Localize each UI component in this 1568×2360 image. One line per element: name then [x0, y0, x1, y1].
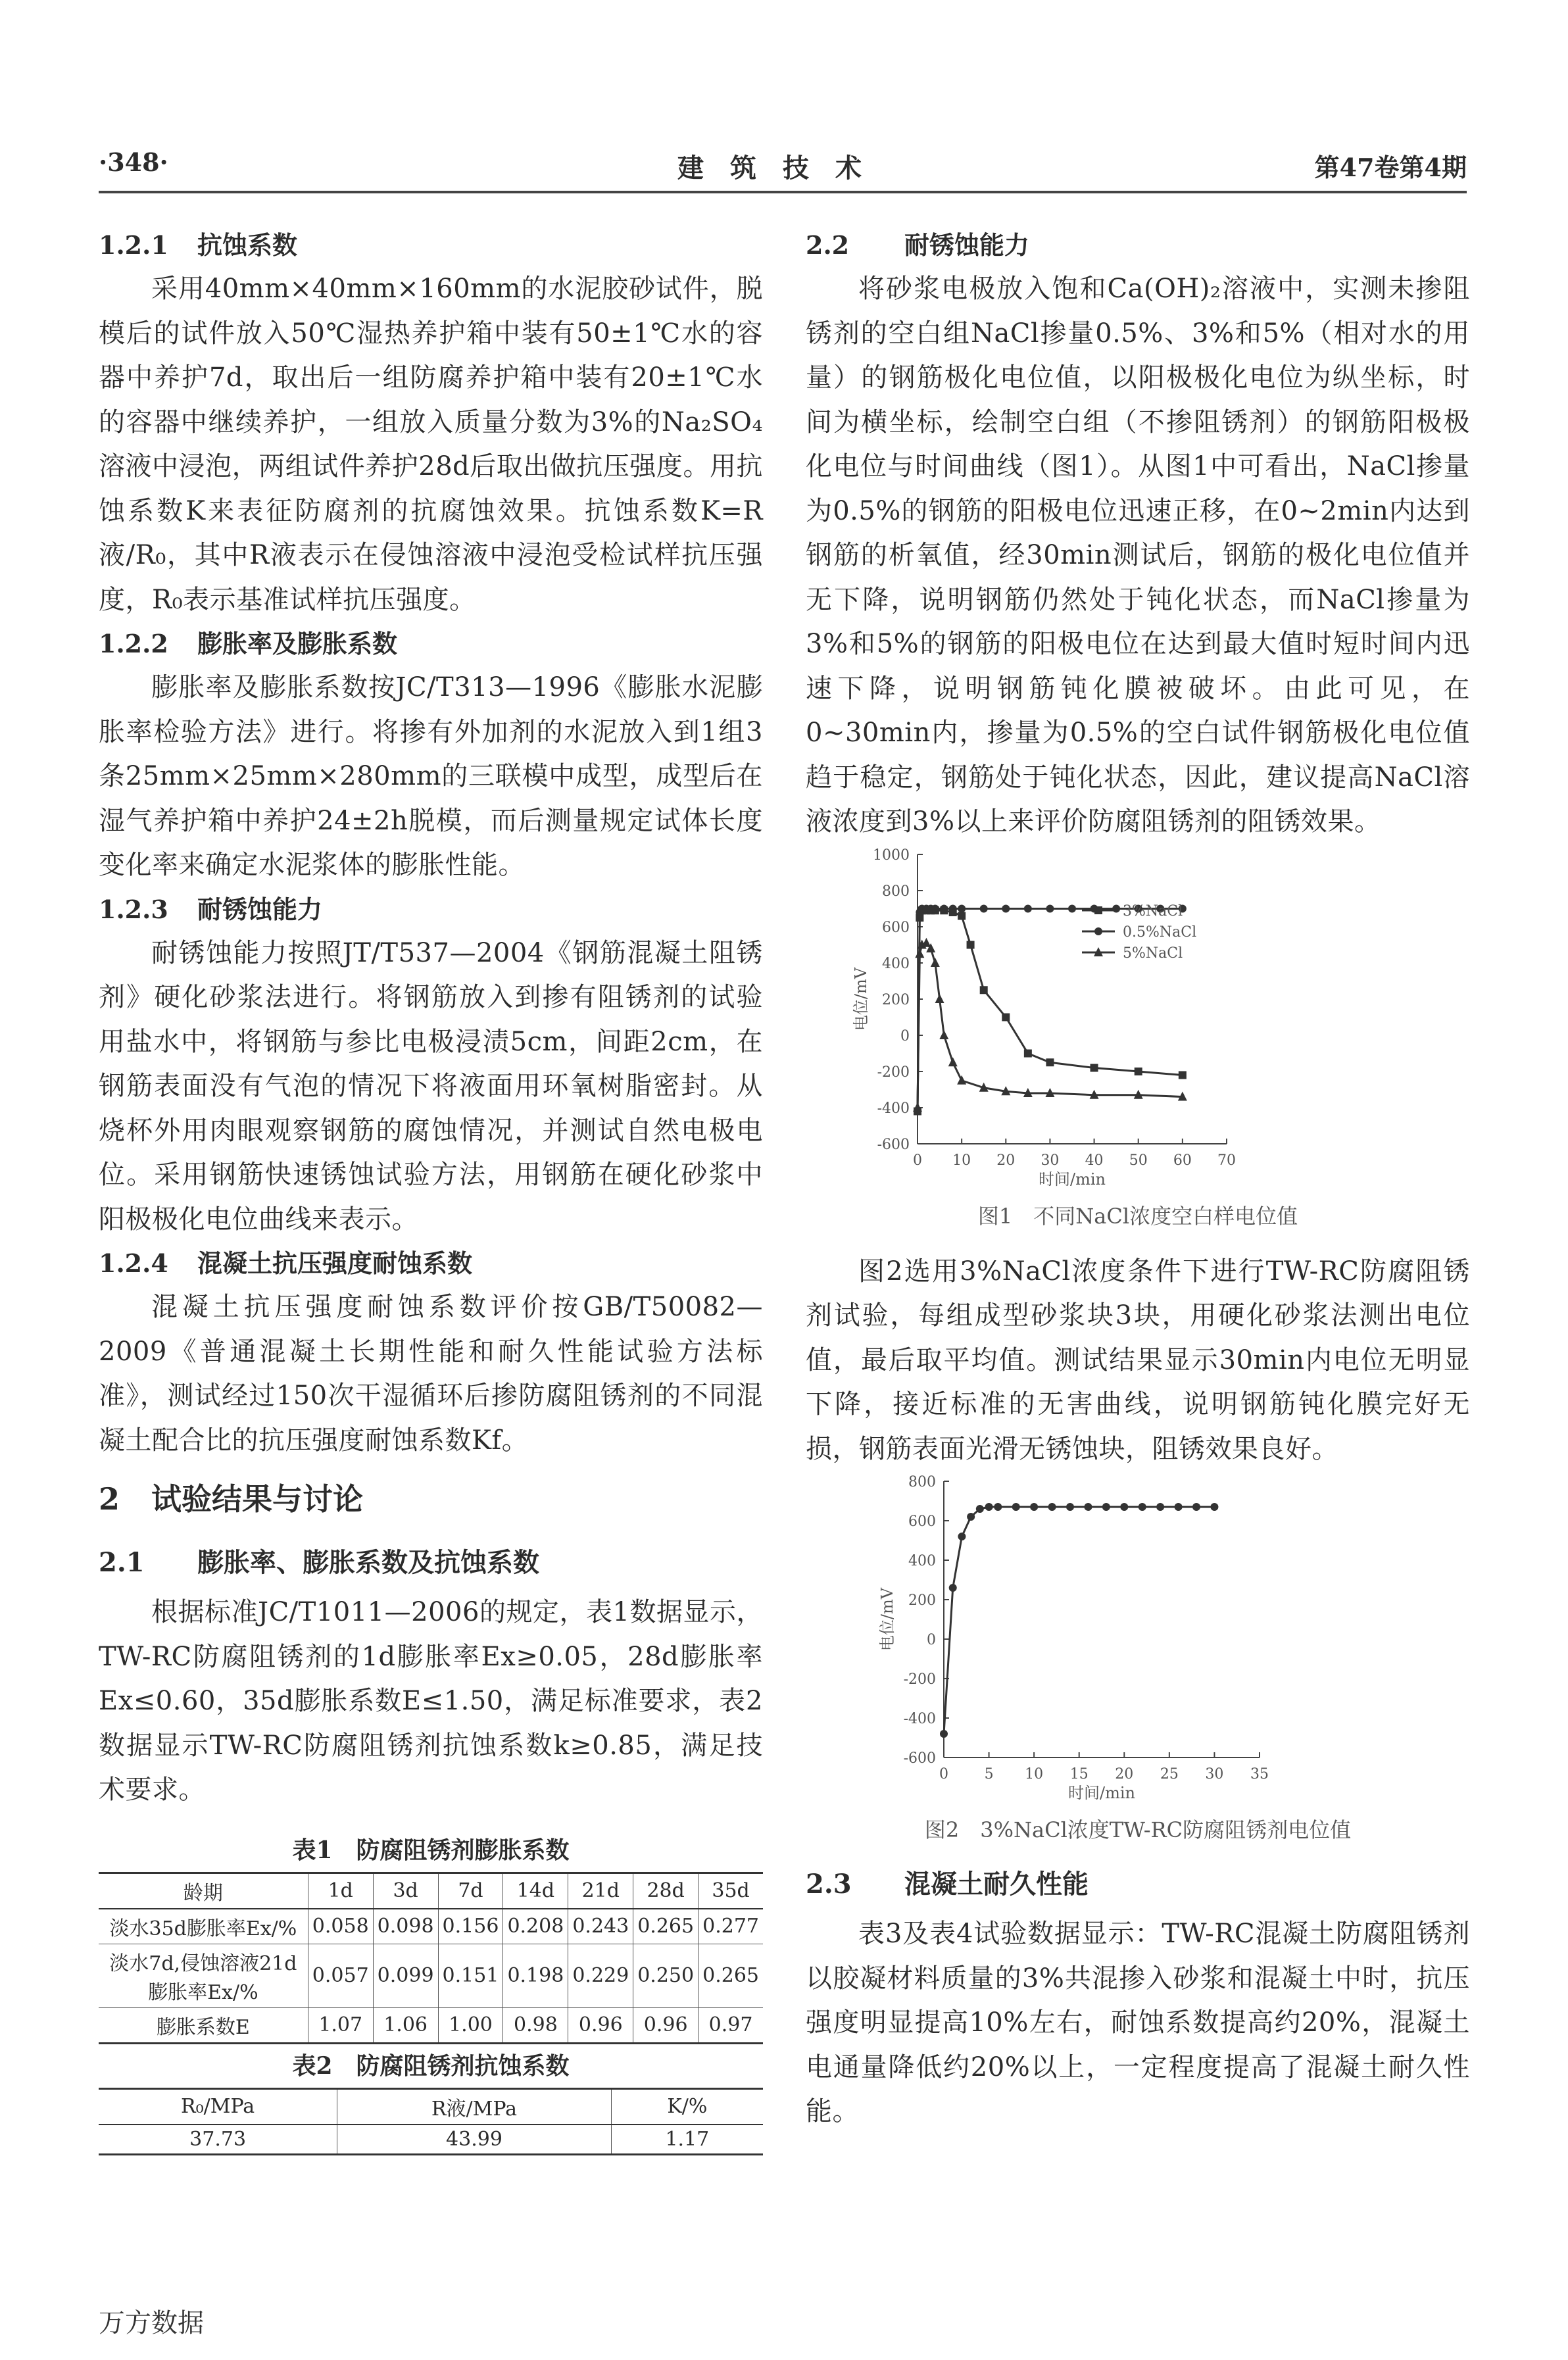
section-2-1: [99, 1535, 763, 1590]
paragraph: 采用40mm×40mm×160mm的水泥胶砂试件，脱模后的试件放入50℃湿热养护箱中装有50±1℃水的容器中养护7d，取出后一组防腐养护箱中装有20±1℃水的容器中继续养护，一组放入质量分数为3%的Na₂SO₄溶液中浸泡，两组试件养护28d后取出做抗压强度。用抗蚀系数K来表征防腐剂的抗腐蚀效果。抗蚀系数K=R液/R₀，其中R液表示在侵蚀溶液中浸泡受检试样抗压强度，R₀表示基准试样抗压强度。: [99, 274, 763, 615]
section-2: [99, 1463, 763, 1535]
data-point: [931, 904, 939, 912]
table1: [99, 1872, 763, 2044]
table-header-cell: R液/MPa: [337, 2088, 612, 2125]
data-point: [1046, 904, 1054, 912]
data-point: [976, 1505, 984, 1513]
table-cell: 0.98: [503, 2007, 568, 2043]
legend-label: 0.5%NaCl: [1123, 923, 1197, 941]
table-row: [99, 2007, 763, 2043]
table-header-cell: 龄期: [99, 1873, 308, 1909]
table2: [99, 2088, 763, 2155]
legend-label: 5%NaCl: [1123, 945, 1183, 962]
legend-marker: [1094, 906, 1102, 914]
data-point: [958, 1533, 966, 1540]
paragraph: 混凝土抗压强度耐蚀系数评价按GB/T50082—2009《普通混凝土长期性能和耐久性能试验方法标准》，测试经过150次干湿循环后掺防腐阻锈剂的不同混凝土配合比的抗压强度耐蚀系数Kf。: [99, 1292, 763, 1456]
table-row: [99, 2125, 763, 2155]
volume-issue: 第47卷第4期: [1314, 153, 1467, 182]
y-tick-label: 800: [882, 883, 910, 900]
data-point: [940, 904, 948, 912]
x-tick-label: 5: [984, 1766, 994, 1782]
table-row: [99, 1909, 763, 1944]
y-tick-label: 1000: [873, 847, 910, 864]
table-header-cell: 21d: [568, 1873, 633, 1909]
data-point: [1210, 1503, 1218, 1511]
y-tick-label: -200: [903, 1671, 936, 1688]
section-number: 2.3: [806, 1869, 852, 1900]
table-header-cell: R₀/MPa: [99, 2088, 337, 2125]
section-1-2-4: [99, 1242, 763, 1285]
table-cell: 0.96: [568, 2007, 633, 2043]
x-tick-label: 15: [1069, 1766, 1089, 1782]
series-line: [918, 943, 1183, 1107]
figure1-chart: [806, 845, 1470, 1200]
data-point: [931, 958, 940, 967]
left-column: [99, 224, 763, 2155]
table-cell: 淡水35d膨胀率Ex/%: [99, 1909, 308, 1944]
page-header: [99, 147, 1467, 193]
data-point: [1024, 1049, 1032, 1057]
section-number: 1.2.3: [99, 894, 168, 924]
journal-title: 建筑技术: [677, 153, 888, 184]
table-cell: 0.156: [438, 1909, 503, 1944]
data-point: [958, 904, 966, 912]
paragraph: 将砂浆电极放入饱和Ca(OH)₂溶液中，实测未掺阻锈剂的空白组NaCl掺量0.5%、3%和5%（相对水的用量）的钢筋极化电位值，以阳极极化电位为纵坐标，时间为横坐标，绘制空白组（不掺阻锈剂）的钢筋阳极极化电位与时间曲线（图1）。从图1中可看出，NaCl掺量为0.5%的钢筋的阳极电位迅速正移，在0~2min内达到钢筋的析氧值，经30min测试后，钢筋的极化电位值并无下降，说明钢筋仍然处于钝化状态，而NaCl掺量为3%和5%的钢筋的阳极电位在达到最大值时短时间内迅速下降，说明钢筋钝化膜被破坏。由此可见，在0~30min内，掺量为0.5%的空白试件钢筋极化电位值趋于稳定，钢筋处于钝化状态，因此，建议提高NaCl溶液浓度到3%以上来评价防腐阻锈剂的阻锈效果。: [806, 274, 1470, 837]
table-cell: 膨胀系数E: [99, 2007, 308, 2043]
table-cell: 0.243: [568, 1909, 633, 1944]
x-axis-label: 时间/min: [1039, 1169, 1106, 1189]
table-cell: 43.99: [337, 2125, 612, 2155]
section-number: 1.2.2: [99, 629, 168, 658]
data-point: [967, 1513, 975, 1521]
data-point: [1002, 1013, 1010, 1021]
table-cell: 0.198: [503, 1944, 568, 2007]
table-cell: 0.098: [373, 1909, 438, 1944]
y-tick-label: 200: [908, 1592, 936, 1609]
figure1-caption: 图1 不同NaCl浓度空白样电位值: [977, 1203, 1298, 1229]
figure2-caption: 图2 3%NaCl浓度TW-RC防腐阻锈剂电位值: [924, 1817, 1352, 1842]
legend-marker: [1094, 927, 1102, 935]
data-point: [915, 948, 924, 958]
y-tick-label: -400: [903, 1711, 936, 1727]
data-point: [980, 904, 988, 912]
data-point: [939, 1030, 948, 1039]
section-title: 试验结果与讨论: [151, 1481, 363, 1517]
table-header-cell: 28d: [633, 1873, 698, 1909]
data-point: [1002, 904, 1010, 912]
data-point: [1120, 1503, 1128, 1511]
section-title: 膨胀率及膨胀系数: [197, 629, 398, 658]
section-1-2-3: [99, 888, 763, 931]
section-title: 混凝土耐久性能: [904, 1869, 1089, 1900]
x-tick-label: 0: [939, 1766, 948, 1782]
data-point: [1179, 1071, 1187, 1079]
x-tick-label: 30: [1205, 1766, 1224, 1782]
section-number: 1.2.1: [99, 230, 168, 260]
data-point: [949, 904, 957, 912]
data-point: [1135, 1068, 1142, 1075]
x-tick-label: 40: [1085, 1152, 1104, 1169]
table-cell: 0.97: [698, 2007, 763, 2043]
data-point: [1090, 1064, 1098, 1071]
section-2-3: [806, 1857, 1470, 1912]
table-cell: 0.229: [568, 1944, 633, 2007]
figure2-chart: [806, 1471, 1470, 1813]
y-tick-label: 800: [908, 1474, 936, 1490]
table-cell: 0.265: [698, 1944, 763, 2007]
table-header-row: [99, 1873, 763, 1909]
data-point: [940, 1730, 948, 1738]
table-cell: 0.250: [633, 1944, 698, 2007]
data-point: [949, 1584, 957, 1592]
y-tick-label: 600: [882, 919, 910, 936]
table-header-cell: 14d: [503, 1873, 568, 1909]
data-point: [967, 941, 975, 948]
paragraph: 耐锈蚀能力按照JT/T537—2004《钢筋混凝土阻锈剂》硬化砂浆法进行。将钢筋放入到掺有阻锈剂的试验用盐水中，将钢筋与参比电极浸渍5cm，间距2cm，在钢筋表面没有气泡的情况下将液面用环氧树脂密封。从烧杯外用肉眼观察钢筋的腐蚀情况，并测试自然电极电位。采用钢筋快速锈蚀试验方法，用钢筋在硬化砂浆中阳极极化电位曲线来表示。: [99, 937, 763, 1235]
x-tick-label: 30: [1041, 1152, 1060, 1169]
data-point: [958, 912, 966, 920]
y-tick-label: 400: [908, 1553, 936, 1569]
footer-source: 万方数据: [99, 2308, 204, 2338]
data-point: [1046, 1058, 1054, 1066]
table-cell: 37.73: [99, 2125, 337, 2155]
x-tick-label: 20: [996, 1152, 1016, 1169]
paragraph: 膨胀率及膨胀系数按JC/T313—1996《膨胀水泥膨胀率检验方法》进行。将掺有外加剂的水泥放入到1组3条25mm×25mm×280mm的三联模中成型，成型后在湿气养护箱中养护24±2h脱模，而后测量规定试体长度变化率来确定水泥浆体的膨胀性能。: [99, 672, 763, 880]
table-header-cell: 1d: [308, 1873, 373, 1909]
table-cell: 0.057: [308, 1944, 373, 2007]
table-cell: 0.96: [633, 2007, 698, 2043]
y-axis-label: 电位/mV: [852, 967, 870, 1031]
section-number: 2.1: [99, 1547, 145, 1578]
section-2-2: [806, 224, 1470, 267]
data-point: [1112, 904, 1120, 912]
x-tick-label: 10: [1025, 1766, 1044, 1782]
table2-caption: 表2 防腐阻锈剂抗蚀系数: [292, 2052, 570, 2080]
table-header-cell: 35d: [698, 1873, 763, 1909]
section-number: 2: [99, 1481, 120, 1517]
x-tick-label: 20: [1115, 1766, 1134, 1782]
y-tick-label: -400: [877, 1100, 910, 1117]
section-number: 2.2: [806, 230, 850, 260]
data-point: [1024, 904, 1032, 912]
data-point: [1048, 1503, 1056, 1511]
section-title: 耐锈蚀能力: [904, 230, 1030, 260]
paragraph: 表3及表4试验数据显示：TW-RC混凝土防腐阻锈剂以胶凝材料质量的3%共混掺入砂浆和混凝土中时，抗压强度明显提高10%左右，耐蚀系数提高约20%，混凝土电通量降低约20%以上，一定程度提高了混凝土耐久性能。: [806, 1919, 1470, 2126]
table-header-cell: 7d: [438, 1873, 503, 1909]
x-tick-label: 60: [1173, 1152, 1192, 1169]
page-number: ·348·: [99, 147, 168, 177]
section-title: 混凝土抗压强度耐蚀系数: [197, 1248, 473, 1278]
section-title: 膨胀率、膨胀系数及抗蚀系数: [197, 1547, 539, 1578]
table-header-cell: K/%: [611, 2088, 763, 2125]
data-point: [948, 1057, 958, 1066]
x-axis-label: 时间/min: [1068, 1784, 1135, 1802]
table-header-cell: 3d: [373, 1873, 438, 1909]
y-tick-label: 600: [908, 1513, 936, 1530]
section-title: 抗蚀系数: [197, 230, 298, 260]
table-cell: 1.07: [308, 2007, 373, 2043]
data-point: [1156, 1503, 1164, 1511]
x-tick-label: 50: [1129, 1152, 1148, 1169]
section-1-2-2: [99, 622, 763, 666]
data-point: [1066, 1503, 1074, 1511]
y-tick-label: 0: [900, 1027, 910, 1045]
section-1-2-1: [99, 224, 763, 267]
legend-label: 3%NaCl: [1123, 902, 1183, 920]
table-cell: 1.00: [438, 2007, 503, 2043]
paragraph: 根据标准JC/T1011—2006的规定，表1数据显示，TW-RC防腐阻锈剂的1d膨胀率Ex≥0.05，28d膨胀率Ex≤0.60，35d膨胀系数E≤1.50，满足标准要求，表2数据显示TW-RC防腐阻锈剂抗蚀系数k≥0.85，满足技术要求。: [99, 1597, 763, 1805]
data-point: [1030, 1503, 1038, 1511]
x-tick-label: 25: [1160, 1766, 1179, 1782]
right-column: [806, 224, 1470, 2134]
data-point: [985, 1503, 993, 1511]
data-point: [1102, 1503, 1110, 1511]
y-tick-label: -600: [903, 1750, 936, 1767]
table-cell: 0.058: [308, 1909, 373, 1944]
x-tick-label: 70: [1217, 1152, 1236, 1169]
data-point: [1192, 1503, 1200, 1511]
data-point: [1139, 1503, 1146, 1511]
data-point: [1068, 904, 1076, 912]
y-tick-label: -600: [877, 1136, 910, 1153]
data-point: [1012, 1503, 1020, 1511]
table-cell: 淡水7d,侵蚀溶液21d膨胀率Ex/%: [99, 1944, 308, 2007]
y-axis-label: 电位/mV: [878, 1587, 896, 1652]
data-point: [994, 1503, 1002, 1511]
paragraph: 图2选用3%NaCl浓度条件下进行TW-RC防腐阻锈剂试验，每组成型砂浆块3块，用硬化砂浆法测出电位值，最后取平均值。测试结果显示30min内电位无明显下降，接近标准的无害曲线，说明钢筋钝化膜完好无损，钢筋表面光滑无锈蚀块，阻锈效果良好。: [806, 1256, 1470, 1464]
table-cell: 0.099: [373, 1944, 438, 2007]
table-cell: 0.277: [698, 1909, 763, 1944]
x-tick-label: 10: [952, 1152, 971, 1169]
data-point: [957, 1075, 966, 1084]
series-line: [944, 1507, 1214, 1734]
data-point: [935, 994, 944, 1003]
y-tick-label: 0: [927, 1632, 936, 1648]
data-point: [980, 986, 988, 994]
data-point: [1084, 1503, 1092, 1511]
section-title: 耐锈蚀能力: [197, 894, 323, 924]
table-header-row: [99, 2088, 763, 2125]
y-tick-label: -200: [877, 1064, 910, 1081]
table-cell: 1.17: [611, 2125, 763, 2155]
x-tick-label: 0: [913, 1152, 922, 1169]
table1-caption: 表1 防腐阻锈剂膨胀系数: [292, 1836, 570, 1864]
y-tick-label: 200: [882, 991, 910, 1008]
data-point: [1175, 1503, 1183, 1511]
table-row: [99, 1944, 763, 2007]
table-cell: 0.151: [438, 1944, 503, 2007]
series-line: [918, 910, 1183, 1111]
x-tick-label: 35: [1250, 1766, 1269, 1782]
y-tick-label: 400: [882, 955, 910, 972]
table-cell: 0.265: [633, 1909, 698, 1944]
section-number: 1.2.4: [99, 1248, 168, 1278]
table-cell: 1.06: [373, 2007, 438, 2043]
table-cell: 0.208: [503, 1909, 568, 1944]
